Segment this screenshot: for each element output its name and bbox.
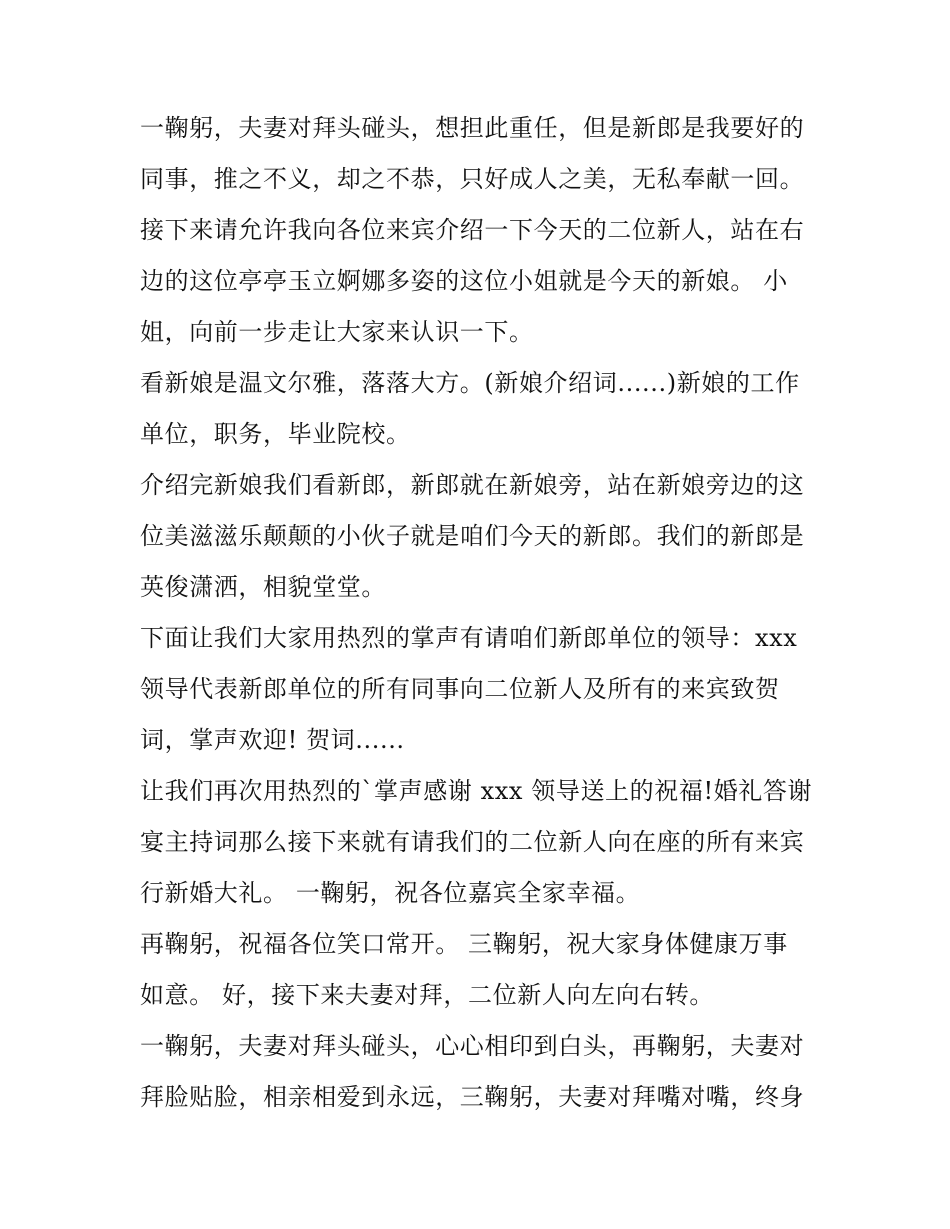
- text-line: 如意。 好，接下来夫妻对拜，二位新人向左向右转。: [140, 981, 715, 1009]
- text-line: 一鞠躬，夫妻对拜头碰头，想担此重任，但是新郎是我要好的: [140, 114, 805, 142]
- text-line: 词，掌声欢迎! 贺词......: [140, 726, 405, 754]
- text-line: 领导代表新郎单位的所有同事向二位新人及所有的来宾致贺: [140, 675, 780, 703]
- text-line: 同事，推之不义，却之不恭，只好成人之美，无私奉献一回。: [140, 165, 805, 193]
- text-line: 宴主持词那么接下来就有请我们的二位新人向在座的所有来宾: [140, 828, 805, 856]
- text-line: 位美滋滋乐颠颠的小伙子就是咱们今天的新郎。我们的新郎是: [140, 522, 805, 550]
- text-line: 再鞠躬，祝福各位笑口常开。 三鞠躬，祝大家身体健康万事: [140, 930, 788, 958]
- text-line: 接下来请允许我向各位来宾介绍一下今天的二位新人，站在右: [140, 216, 805, 244]
- text-line: 一鞠躬，夫妻对拜头碰头，心心相印到白头，再鞠躬，夫妻对: [140, 1032, 805, 1060]
- text-line: 边的这位亭亭玉立婀娜多姿的这位小姐就是今天的新娘。 小: [140, 267, 788, 295]
- document-body: [140, 103, 820, 1123]
- text-line: 姐，向前一步走让大家来认识一下。: [140, 318, 534, 346]
- text-line: 行新婚大礼。 一鞠躬，祝各位嘉宾全家幸福。: [140, 879, 641, 907]
- text-line: 单位，职务，毕业院校。: [140, 420, 411, 448]
- text-line: 下面让我们大家用热烈的掌声有请咱们新郎单位的领导：xxx: [140, 624, 798, 652]
- text-line: 拜脸贴脸，相亲相爱到永远，三鞠躬，夫妻对拜嘴对嘴，终身: [140, 1083, 805, 1111]
- text-line: 让我们再次用热烈的`掌声感谢 xxx 领导送上的祝福!婚礼答谢: [140, 777, 813, 805]
- text-line: 介绍完新娘我们看新郎，新郎就在新娘旁，站在新娘旁边的这: [140, 471, 805, 499]
- text-line: 看新娘是温文尔雅，落落大方。(新娘介绍词......)新娘的工作: [140, 369, 800, 397]
- text-line: 英俊潇洒，相貌堂堂。: [140, 573, 386, 601]
